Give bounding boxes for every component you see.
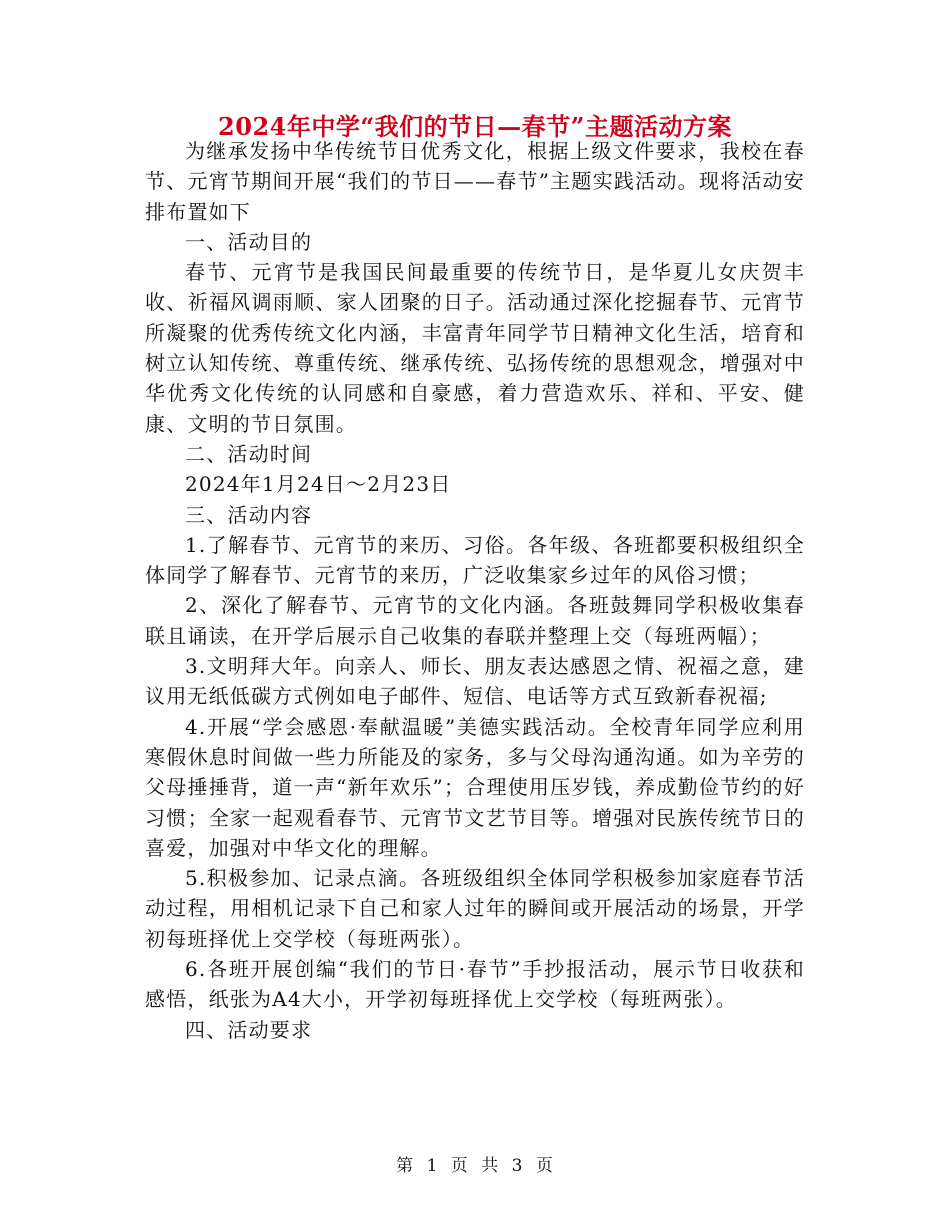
paragraph-time: 2024年1月24日～2月23日 <box>185 472 452 497</box>
section-heading-purpose: 一、活动目的 <box>185 229 313 254</box>
content-item-6: 6.各班开展创编“我们的节日·春节”手抄报活动，展示节日收获和感悟，纸张为A4大小，开学初每班择优上交学校（每班两张）。 <box>145 957 805 1012</box>
document-body <box>145 136 805 1045</box>
section-heading-content: 三、活动内容 <box>185 502 313 527</box>
paragraph-intro: 为继承发扬中华传统节日优秀文化，根据上级文件要求，我校在春节、元宵节期间开展“我们的节日——春节”主题实践活动。现将活动安排布置如下 <box>145 139 805 224</box>
document-title: 2024年中学“我们的节日—春节”主题活动方案 <box>218 112 732 141</box>
content-item-5: 5.积极参加、记录点滴。各班级组织全体同学积极参加家庭春节活动过程，用相机记录下自己和家人过年的瞬间或开展活动的场景，开学初每班择优上交学校（每班两张）。 <box>145 866 805 951</box>
content-item-3: 3.文明拜大年。向亲人、师长、朋友表达感恩之情、祝福之意，建议用无纸低碳方式例如电子邮件、短信、电话等方式互致新春祝福; <box>145 654 805 709</box>
content-item-1: 1.了解春节、元宵节的来历、习俗。各年级、各班都要积极组织全体同学了解春节、元宵节的来历，广泛收集家乡过年的风俗习惯； <box>145 532 805 588</box>
section-heading-time: 二、活动时间 <box>185 441 313 466</box>
content-item-2: 2、深化了解春节、元宵节的文化内涵。各班鼓舞同学积极收集春联且诵读，在开学后展示自己收集的春联并整理上交（每班两幅）； <box>145 593 805 648</box>
content-item-4: 4.开展“学会感恩·奉献温暖”美德实践活动。全校青年同学应利用寒假休息时间做一些力所能及的家务，多与父母沟通沟通。如为辛劳的父母捶捶背，道一声“新年欢乐”；合理使用压岁钱，养成勤俭节约的好习惯；全家一起观看春节、元宵节文艺节目等。增强对民族传统节日的喜爱，加强对中华文化的理解。 <box>145 714 805 860</box>
section-heading-requirements: 四、活动要求 <box>185 1017 313 1042</box>
paragraph-purpose: 春节、元宵节是我国民间最重要的传统节日，是华夏儿女庆贺丰收、祈福风调雨顺、家人团聚的日子。活动通过深化挖掘春节、元宵节所凝聚的优秀传统文化内涵，丰富青年同学节日精神文化生活，培育和树立认知传统、尊重传统、继承传统、弘扬传统的思想观念，增强对中华优秀文化传统的认同感和自豪感，着力营造欢乐、祥和、平安、健康、文明的节日氛围。 <box>145 260 805 436</box>
page-number-footer: 第 1 页 共 3 页 <box>396 1156 554 1176</box>
